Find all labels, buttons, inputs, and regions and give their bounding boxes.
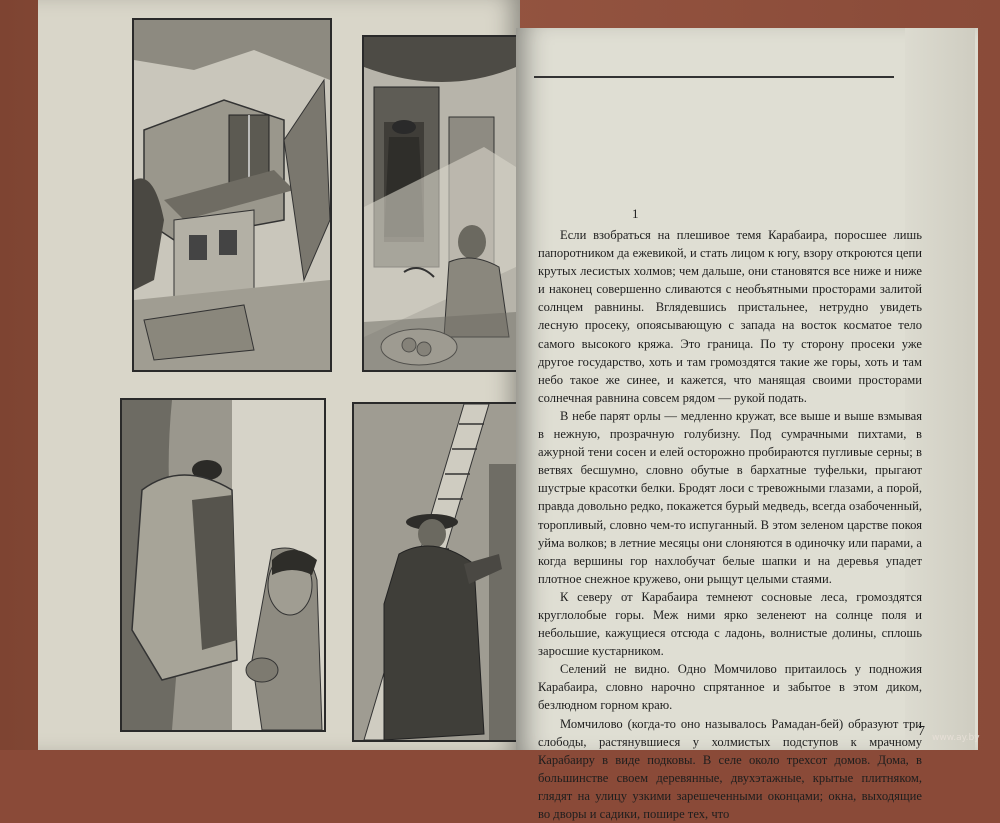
paragraph: Если взобраться на плешивое темя Карабаира, поросшее лишь папоротником да ежевикой, и стать лицом к югу, взору откроются цепи крутых лесистых холмов; чем дальше, они становятся все ниже и ниже и наконец совершенно сливаются с необъятными просторами залитой солнцем равнины. Вглядевшись пристальнее, нетрудно увидеть лесную просеку, опоясывающую с запада на восток косматое тело самого высокого кряжа. Это граница. По ту сторону просеки уже другое государство, хоть и там громоздятся такие же горы, хоть и там небо такое же синее, и кажется, что манящая своими просторами солнечная равнина совсем рядом — рукой подать. xyxy=(538,228,922,405)
illustration-man-on-stairs xyxy=(352,402,522,742)
header-rule xyxy=(534,76,894,78)
watermark: www.ay.by xyxy=(932,733,980,743)
illustration-men-at-window xyxy=(120,398,326,732)
paragraph: Момчилово (когда-то оно называлось Рамадан-бей) образуют три слободы, растянувшиеся у холмистых подступов к мрачному Карабаиру в виде подковы. В селе около трехсот домов. Дома, в большинстве своем деревянные, двухэтажные, крытые плитняком, глядят на улицу узкими зарешеченными оконцами; окна, выходящие во дворы и садики, пошире тех, что xyxy=(538,716,922,821)
chapter-number: 1 xyxy=(632,206,639,221)
paragraph: В небе парят орлы — медленно кружат, все выше и выше взмывая в нежную, прозрачную голубизну. Под сумрачными пихтами, в ажурной тени сосен и елей осторожно пробираются пугливые серны; в ветвях бесшумно, словно обутые в бархатные туфельки, прыгают шустрые красотки белки. Бродят лоси с тревожными глазами, а порой, правда довольно редко, покажется бурый медведь, всегда озабоченный, торопливый, словно чем-то испуганный. В этом зеленом царстве покоя уйма волков; в летние месяцы они слоняются в одиночку или парами, а когда вершины гор нахлобучат белые шапки и на деревья упадет плотное снежное кружево, они рыщут целыми стаями. xyxy=(538,408,922,586)
body-text xyxy=(538,226,922,823)
illustration-woman-at-table xyxy=(362,35,518,372)
page-number: 7 xyxy=(918,724,925,739)
paragraph: К северу от Карабаира темнеют сосновые леса, громоздятся круглолобые горы. Меж ними ярко зеленеют на солнце поля и небольшие, кажущиеся отсюда с ладонь, волнистые долины, сплошь заросшие кустарником. xyxy=(538,589,922,659)
paragraph: Селений не видно. Одно Момчилово притаилось у подножия Карабаира, словно нарочно спрятанное и забытое в этом диком, безлюдном горном краю. xyxy=(538,662,922,713)
illustration-village-houses xyxy=(132,18,332,372)
